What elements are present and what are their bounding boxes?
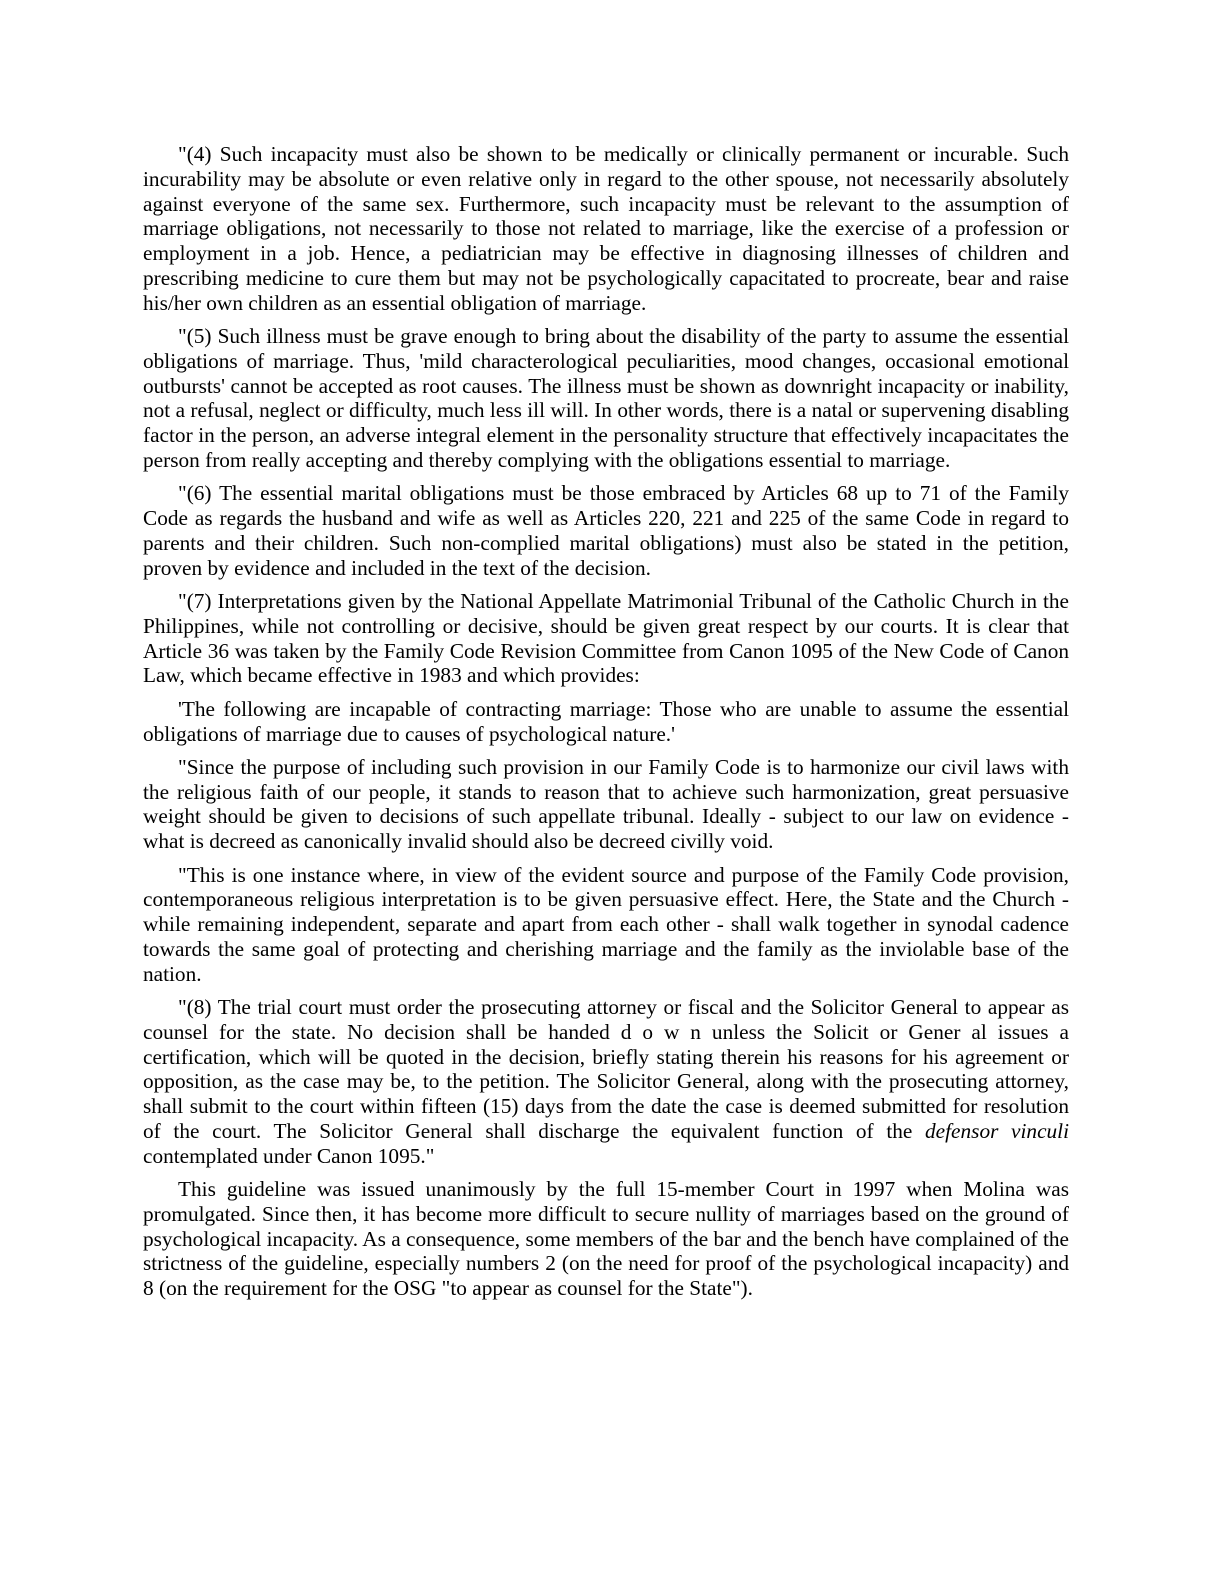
paragraph-6: "(6) The essential marital obligations must be those embraced by Articles 68 up to 71 of the Family Code as regards the husband and wife as well as Articles 220, 221 and 225 of the same Code in regard to parents and their children. Such non-complied marital obligations) must also be stated in the petition, proven by evidence and included in the text of the decision. — [143, 481, 1069, 580]
closing-paragraph: This guideline was issued unanimously by the full 15-member Court in 1997 when Molina was promulgated. Since then, it has become more difficult to secure nullity of marriages based on the ground of psychological incapacity. As a consequence, some members of the bar and the bench have complained of the strictness of the guideline, especially numbers 2 (on the need for proof of the psychological incapacity) and 8 (on the requirement for the OSG "to appear as counsel for the State"). — [143, 1177, 1069, 1301]
paragraph-4: "(4) Such incapacity must also be shown to be medically or clinically permanent or incurable. Such incurability may be absolute or even relative only in regard to the other spouse, not necessarily absolutely against everyone of the same sex. Furthermore, such incapacity must be relevant to the assumption of marriage obligations, not necessarily to those not related to marriage, like the exercise of a profession or employment in a job. Hence, a pediatrician may be effective in diagnosing illnesses of children and prescribing medicine to cure them but may not be psychologically capacitated to procreate, bear and raise his/her own children as an essential obligation of marriage. — [143, 142, 1069, 315]
paragraph-religious-interpretation: "This is one instance where, in view of the evident source and purpose of the Family Code provision, contemporaneous religious interpretation is to be given persuasive effect. Here, the State and the Church - while remaining independent, separate and apart from each other - shall walk together in synodal cadence towards the same goal of protecting and cherishing marriage and the family as the inviolable base of the nation. — [143, 862, 1069, 986]
paragraph-5: "(5) Such illness must be grave enough to bring about the disability of the party to assume the essential obligations of marriage. Thus, 'mild characterological peculiarities, mood changes, occasional emotional outbursts' cannot be accepted as root causes. The illness must be shown as downright incapacity or inability, not a refusal, neglect or difficulty, much less ill will. In other words, there is a natal or supervening disabling factor in the person, an adverse integral element in the personality structure that effectively incapacitates the person from really accepting and thereby complying with the obligations essential to marriage. — [143, 324, 1069, 473]
document-page — [143, 142, 1069, 1301]
paragraph-harmonization: "Since the purpose of including such provision in our Family Code is to harmonize our civil laws with the religious faith of our people, it stands to reason that to achieve such harmonization, great persuasive weight should be given to decisions of such appellate tribunal. Ideally - subject to our law on evidence - what is decreed as canonically invalid should also be decreed civilly void. — [143, 754, 1069, 854]
paragraph-8-text-end: contemplated under Canon 1095." — [143, 1143, 435, 1168]
paragraph-8 — [143, 995, 1069, 1169]
paragraph-8-text: "(8) The trial court must order the prosecuting attorney or fiscal and the Solicitor General to appear as counsel for the state. No decision shall be handed d o w n unless the Solicit or Gener al issues a certification, which will be quoted in the decision, briefly stating therein his reasons for his agreement or opposition, as the case may be, to the petition. The Solicitor General, along with the prosecuting attorney, shall submit to the court within fifteen (15) days from the date the case is deemed submitted for resolution of the court. The Solicitor General shall discharge the equivalent function of the — [143, 995, 1069, 1143]
paragraph-7: "(7) Interpretations given by the National Appellate Matrimonial Tribunal of the Catholic Church in the Philippines, while not controlling or decisive, should be given great respect by our courts. It is clear that Article 36 was taken by the Family Code Revision Committee from Canon 1095 of the New Code of Canon Law, which became effective in 1983 and which provides: — [143, 589, 1069, 688]
defensor-vinculi-term: defensor vinculi — [925, 1118, 1070, 1143]
canon-quote: 'The following are incapable of contracting marriage: Those who are unable to assume the essential obligations of marriage due to causes of psychological nature.' — [143, 696, 1069, 746]
